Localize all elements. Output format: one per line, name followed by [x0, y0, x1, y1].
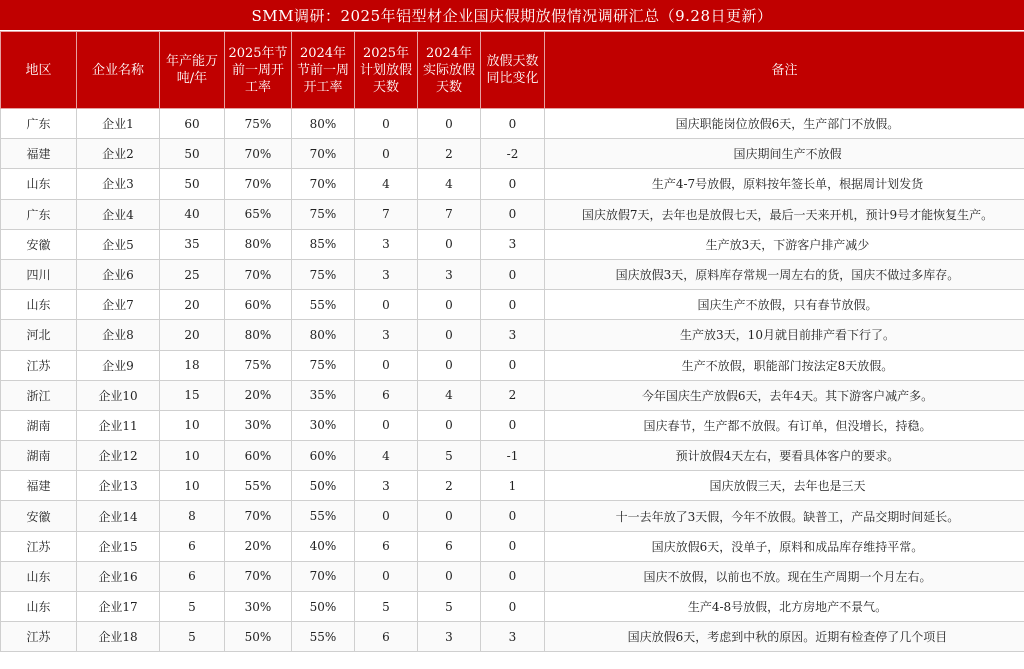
- table-row: [1, 501, 1024, 531]
- cell-actual-days-2024: 0: [418, 290, 481, 320]
- table-row: [1, 320, 1024, 350]
- table-row: [1, 229, 1024, 259]
- cell-rate-2024: 80%: [292, 109, 355, 139]
- col-header-notes: 备注: [545, 32, 1024, 109]
- page-title: SMM调研：2025年铝型材企业国庆假期放假情况调研汇总（9.28日更新）: [0, 0, 1024, 31]
- cell-company: 企业14: [77, 501, 160, 531]
- cell-capacity: 20: [160, 320, 225, 350]
- cell-region: 江苏: [1, 622, 77, 652]
- cell-rate-2025: 20%: [225, 531, 292, 561]
- cell-rate-2025: 60%: [225, 441, 292, 471]
- table-row: [1, 169, 1024, 199]
- cell-region: 湖南: [1, 410, 77, 440]
- cell-plan-days-2025: 0: [355, 410, 418, 440]
- col-header-capacity: 年产能万吨/年: [160, 32, 225, 109]
- cell-company: 企业15: [77, 531, 160, 561]
- cell-notes: 国庆生产不放假，只有春节放假。: [545, 290, 1024, 320]
- cell-plan-days-2025: 3: [355, 471, 418, 501]
- cell-actual-days-2024: 0: [418, 561, 481, 591]
- cell-yoy-change: 0: [481, 592, 545, 622]
- cell-region: 四川: [1, 259, 77, 289]
- cell-capacity: 8: [160, 501, 225, 531]
- cell-region: 广东: [1, 109, 77, 139]
- cell-capacity: 40: [160, 199, 225, 229]
- col-header-rate-2024: 2024年节前一周开工率: [292, 32, 355, 109]
- table-row: [1, 139, 1024, 169]
- cell-company: 企业6: [77, 259, 160, 289]
- cell-region: 安徽: [1, 501, 77, 531]
- cell-notes: 预计放假4天左右，要看具体客户的要求。: [545, 441, 1024, 471]
- cell-yoy-change: -1: [481, 441, 545, 471]
- cell-capacity: 5: [160, 622, 225, 652]
- cell-rate-2024: 70%: [292, 139, 355, 169]
- col-header-plan-days-2025: 2025年计划放假天数: [355, 32, 418, 109]
- survey-table: [0, 31, 1024, 652]
- cell-yoy-change: 0: [481, 561, 545, 591]
- cell-region: 山东: [1, 561, 77, 591]
- cell-company: 企业1: [77, 109, 160, 139]
- cell-plan-days-2025: 4: [355, 441, 418, 471]
- cell-rate-2025: 75%: [225, 350, 292, 380]
- cell-notes: 国庆放假3天，原料库存常规一周左右的货，国庆不做过多库存。: [545, 259, 1024, 289]
- cell-rate-2025: 70%: [225, 139, 292, 169]
- cell-rate-2025: 70%: [225, 561, 292, 591]
- col-header-yoy-change: 放假天数同比变化: [481, 32, 545, 109]
- cell-plan-days-2025: 5: [355, 592, 418, 622]
- cell-rate-2024: 35%: [292, 380, 355, 410]
- col-header-actual-days-2024: 2024年实际放假天数: [418, 32, 481, 109]
- cell-rate-2025: 70%: [225, 259, 292, 289]
- table-row: [1, 350, 1024, 380]
- cell-company: 企业18: [77, 622, 160, 652]
- cell-region: 广东: [1, 199, 77, 229]
- cell-rate-2024: 75%: [292, 350, 355, 380]
- cell-yoy-change: 0: [481, 169, 545, 199]
- cell-yoy-change: 3: [481, 229, 545, 259]
- cell-rate-2024: 85%: [292, 229, 355, 259]
- cell-company: 企业13: [77, 471, 160, 501]
- cell-region: 福建: [1, 471, 77, 501]
- cell-actual-days-2024: 0: [418, 320, 481, 350]
- col-header-company: 企业名称: [77, 32, 160, 109]
- cell-notes: 生产放3天，10月就目前排产看下行了。: [545, 320, 1024, 350]
- cell-capacity: 10: [160, 441, 225, 471]
- cell-notes: 生产4-7号放假，原料按年签长单，根据周计划发货: [545, 169, 1024, 199]
- cell-region: 湖南: [1, 441, 77, 471]
- cell-company: 企业11: [77, 410, 160, 440]
- cell-actual-days-2024: 0: [418, 109, 481, 139]
- cell-rate-2025: 80%: [225, 229, 292, 259]
- cell-plan-days-2025: 0: [355, 501, 418, 531]
- cell-actual-days-2024: 5: [418, 592, 481, 622]
- cell-yoy-change: 0: [481, 410, 545, 440]
- cell-yoy-change: 0: [481, 531, 545, 561]
- cell-rate-2025: 30%: [225, 592, 292, 622]
- cell-rate-2025: 80%: [225, 320, 292, 350]
- cell-plan-days-2025: 3: [355, 320, 418, 350]
- table-row: [1, 290, 1024, 320]
- cell-rate-2025: 70%: [225, 501, 292, 531]
- cell-capacity: 15: [160, 380, 225, 410]
- table-row: [1, 592, 1024, 622]
- table-row: [1, 410, 1024, 440]
- cell-rate-2024: 55%: [292, 290, 355, 320]
- cell-rate-2025: 60%: [225, 290, 292, 320]
- cell-capacity: 6: [160, 561, 225, 591]
- cell-rate-2024: 30%: [292, 410, 355, 440]
- cell-capacity: 10: [160, 410, 225, 440]
- cell-rate-2024: 75%: [292, 199, 355, 229]
- cell-company: 企业2: [77, 139, 160, 169]
- cell-actual-days-2024: 5: [418, 441, 481, 471]
- cell-company: 企业16: [77, 561, 160, 591]
- cell-rate-2024: 50%: [292, 471, 355, 501]
- cell-rate-2024: 50%: [292, 592, 355, 622]
- cell-plan-days-2025: 0: [355, 290, 418, 320]
- cell-yoy-change: 3: [481, 320, 545, 350]
- col-header-rate-2025: 2025年节前一周开工率: [225, 32, 292, 109]
- cell-yoy-change: 0: [481, 109, 545, 139]
- cell-plan-days-2025: 6: [355, 531, 418, 561]
- cell-notes: 生产放3天，下游客户排产减少: [545, 229, 1024, 259]
- cell-rate-2025: 55%: [225, 471, 292, 501]
- cell-company: 企业12: [77, 441, 160, 471]
- cell-region: 江苏: [1, 350, 77, 380]
- cell-company: 企业4: [77, 199, 160, 229]
- cell-region: 山东: [1, 592, 77, 622]
- cell-region: 山东: [1, 290, 77, 320]
- cell-notes: 生产4-8号放假，北方房地产不景气。: [545, 592, 1024, 622]
- col-header-region: 地区: [1, 32, 77, 109]
- cell-capacity: 5: [160, 592, 225, 622]
- cell-region: 福建: [1, 139, 77, 169]
- cell-rate-2025: 20%: [225, 380, 292, 410]
- cell-yoy-change: 0: [481, 259, 545, 289]
- cell-rate-2024: 75%: [292, 259, 355, 289]
- cell-yoy-change: 0: [481, 350, 545, 380]
- cell-capacity: 25: [160, 259, 225, 289]
- cell-yoy-change: 0: [481, 501, 545, 531]
- cell-capacity: 50: [160, 169, 225, 199]
- cell-actual-days-2024: 2: [418, 139, 481, 169]
- cell-plan-days-2025: 3: [355, 259, 418, 289]
- table-row: [1, 380, 1024, 410]
- cell-capacity: 50: [160, 139, 225, 169]
- cell-plan-days-2025: 0: [355, 561, 418, 591]
- cell-actual-days-2024: 2: [418, 471, 481, 501]
- cell-plan-days-2025: 0: [355, 350, 418, 380]
- cell-actual-days-2024: 4: [418, 169, 481, 199]
- cell-notes: 今年国庆生产放假6天，去年4天。其下游客户减产多。: [545, 380, 1024, 410]
- cell-company: 企业3: [77, 169, 160, 199]
- cell-capacity: 20: [160, 290, 225, 320]
- cell-rate-2024: 70%: [292, 561, 355, 591]
- table-row: [1, 622, 1024, 652]
- cell-notes: 国庆期间生产不放假: [545, 139, 1024, 169]
- cell-actual-days-2024: 7: [418, 199, 481, 229]
- cell-company: 企业10: [77, 380, 160, 410]
- cell-actual-days-2024: 4: [418, 380, 481, 410]
- cell-rate-2024: 55%: [292, 501, 355, 531]
- cell-actual-days-2024: 0: [418, 501, 481, 531]
- cell-yoy-change: 1: [481, 471, 545, 501]
- cell-plan-days-2025: 6: [355, 380, 418, 410]
- cell-capacity: 10: [160, 471, 225, 501]
- cell-yoy-change: -2: [481, 139, 545, 169]
- cell-rate-2024: 60%: [292, 441, 355, 471]
- cell-region: 安徽: [1, 229, 77, 259]
- cell-company: 企业7: [77, 290, 160, 320]
- header-row: [1, 32, 1024, 109]
- cell-actual-days-2024: 3: [418, 622, 481, 652]
- cell-rate-2024: 55%: [292, 622, 355, 652]
- cell-region: 山东: [1, 169, 77, 199]
- cell-notes: 国庆放假6天，考虑到中秋的原因。近期有检查停了几个项目: [545, 622, 1024, 652]
- cell-capacity: 18: [160, 350, 225, 380]
- cell-company: 企业17: [77, 592, 160, 622]
- cell-yoy-change: 3: [481, 622, 545, 652]
- cell-plan-days-2025: 0: [355, 109, 418, 139]
- cell-actual-days-2024: 3: [418, 259, 481, 289]
- cell-plan-days-2025: 7: [355, 199, 418, 229]
- cell-notes: 国庆放假三天，去年也是三天: [545, 471, 1024, 501]
- table-row: [1, 441, 1024, 471]
- cell-notes: 国庆放假7天，去年也是放假七天，最后一天来开机，预计9号才能恢复生产。: [545, 199, 1024, 229]
- cell-yoy-change: 2: [481, 380, 545, 410]
- cell-notes: 十一去年放了3天假，今年不放假。缺普工，产品交期时间延长。: [545, 501, 1024, 531]
- cell-notes: 国庆不放假，以前也不放。现在生产周期一个月左右。: [545, 561, 1024, 591]
- cell-yoy-change: 0: [481, 199, 545, 229]
- cell-yoy-change: 0: [481, 290, 545, 320]
- cell-capacity: 6: [160, 531, 225, 561]
- cell-capacity: 60: [160, 109, 225, 139]
- cell-rate-2025: 50%: [225, 622, 292, 652]
- cell-notes: 国庆春节，生产都不放假。有订单，但没增长，持稳。: [545, 410, 1024, 440]
- cell-region: 河北: [1, 320, 77, 350]
- cell-plan-days-2025: 4: [355, 169, 418, 199]
- table-row: [1, 109, 1024, 139]
- cell-rate-2025: 65%: [225, 199, 292, 229]
- table-row: [1, 199, 1024, 229]
- cell-actual-days-2024: 0: [418, 410, 481, 440]
- cell-rate-2024: 80%: [292, 320, 355, 350]
- cell-capacity: 35: [160, 229, 225, 259]
- table-row: [1, 561, 1024, 591]
- cell-actual-days-2024: 0: [418, 350, 481, 380]
- cell-region: 浙江: [1, 380, 77, 410]
- cell-notes: 国庆职能岗位放假6天，生产部门不放假。: [545, 109, 1024, 139]
- cell-actual-days-2024: 6: [418, 531, 481, 561]
- cell-rate-2024: 40%: [292, 531, 355, 561]
- table-row: [1, 531, 1024, 561]
- cell-notes: 国庆放假6天，没单子，原料和成品库存维持平常。: [545, 531, 1024, 561]
- cell-company: 企业9: [77, 350, 160, 380]
- cell-actual-days-2024: 0: [418, 229, 481, 259]
- cell-company: 企业8: [77, 320, 160, 350]
- cell-notes: 生产不放假，职能部门按法定8天放假。: [545, 350, 1024, 380]
- cell-rate-2024: 70%: [292, 169, 355, 199]
- cell-plan-days-2025: 0: [355, 139, 418, 169]
- table-row: [1, 259, 1024, 289]
- cell-plan-days-2025: 6: [355, 622, 418, 652]
- cell-rate-2025: 30%: [225, 410, 292, 440]
- cell-plan-days-2025: 3: [355, 229, 418, 259]
- cell-rate-2025: 70%: [225, 169, 292, 199]
- table-row: [1, 471, 1024, 501]
- cell-region: 江苏: [1, 531, 77, 561]
- cell-rate-2025: 75%: [225, 109, 292, 139]
- cell-company: 企业5: [77, 229, 160, 259]
